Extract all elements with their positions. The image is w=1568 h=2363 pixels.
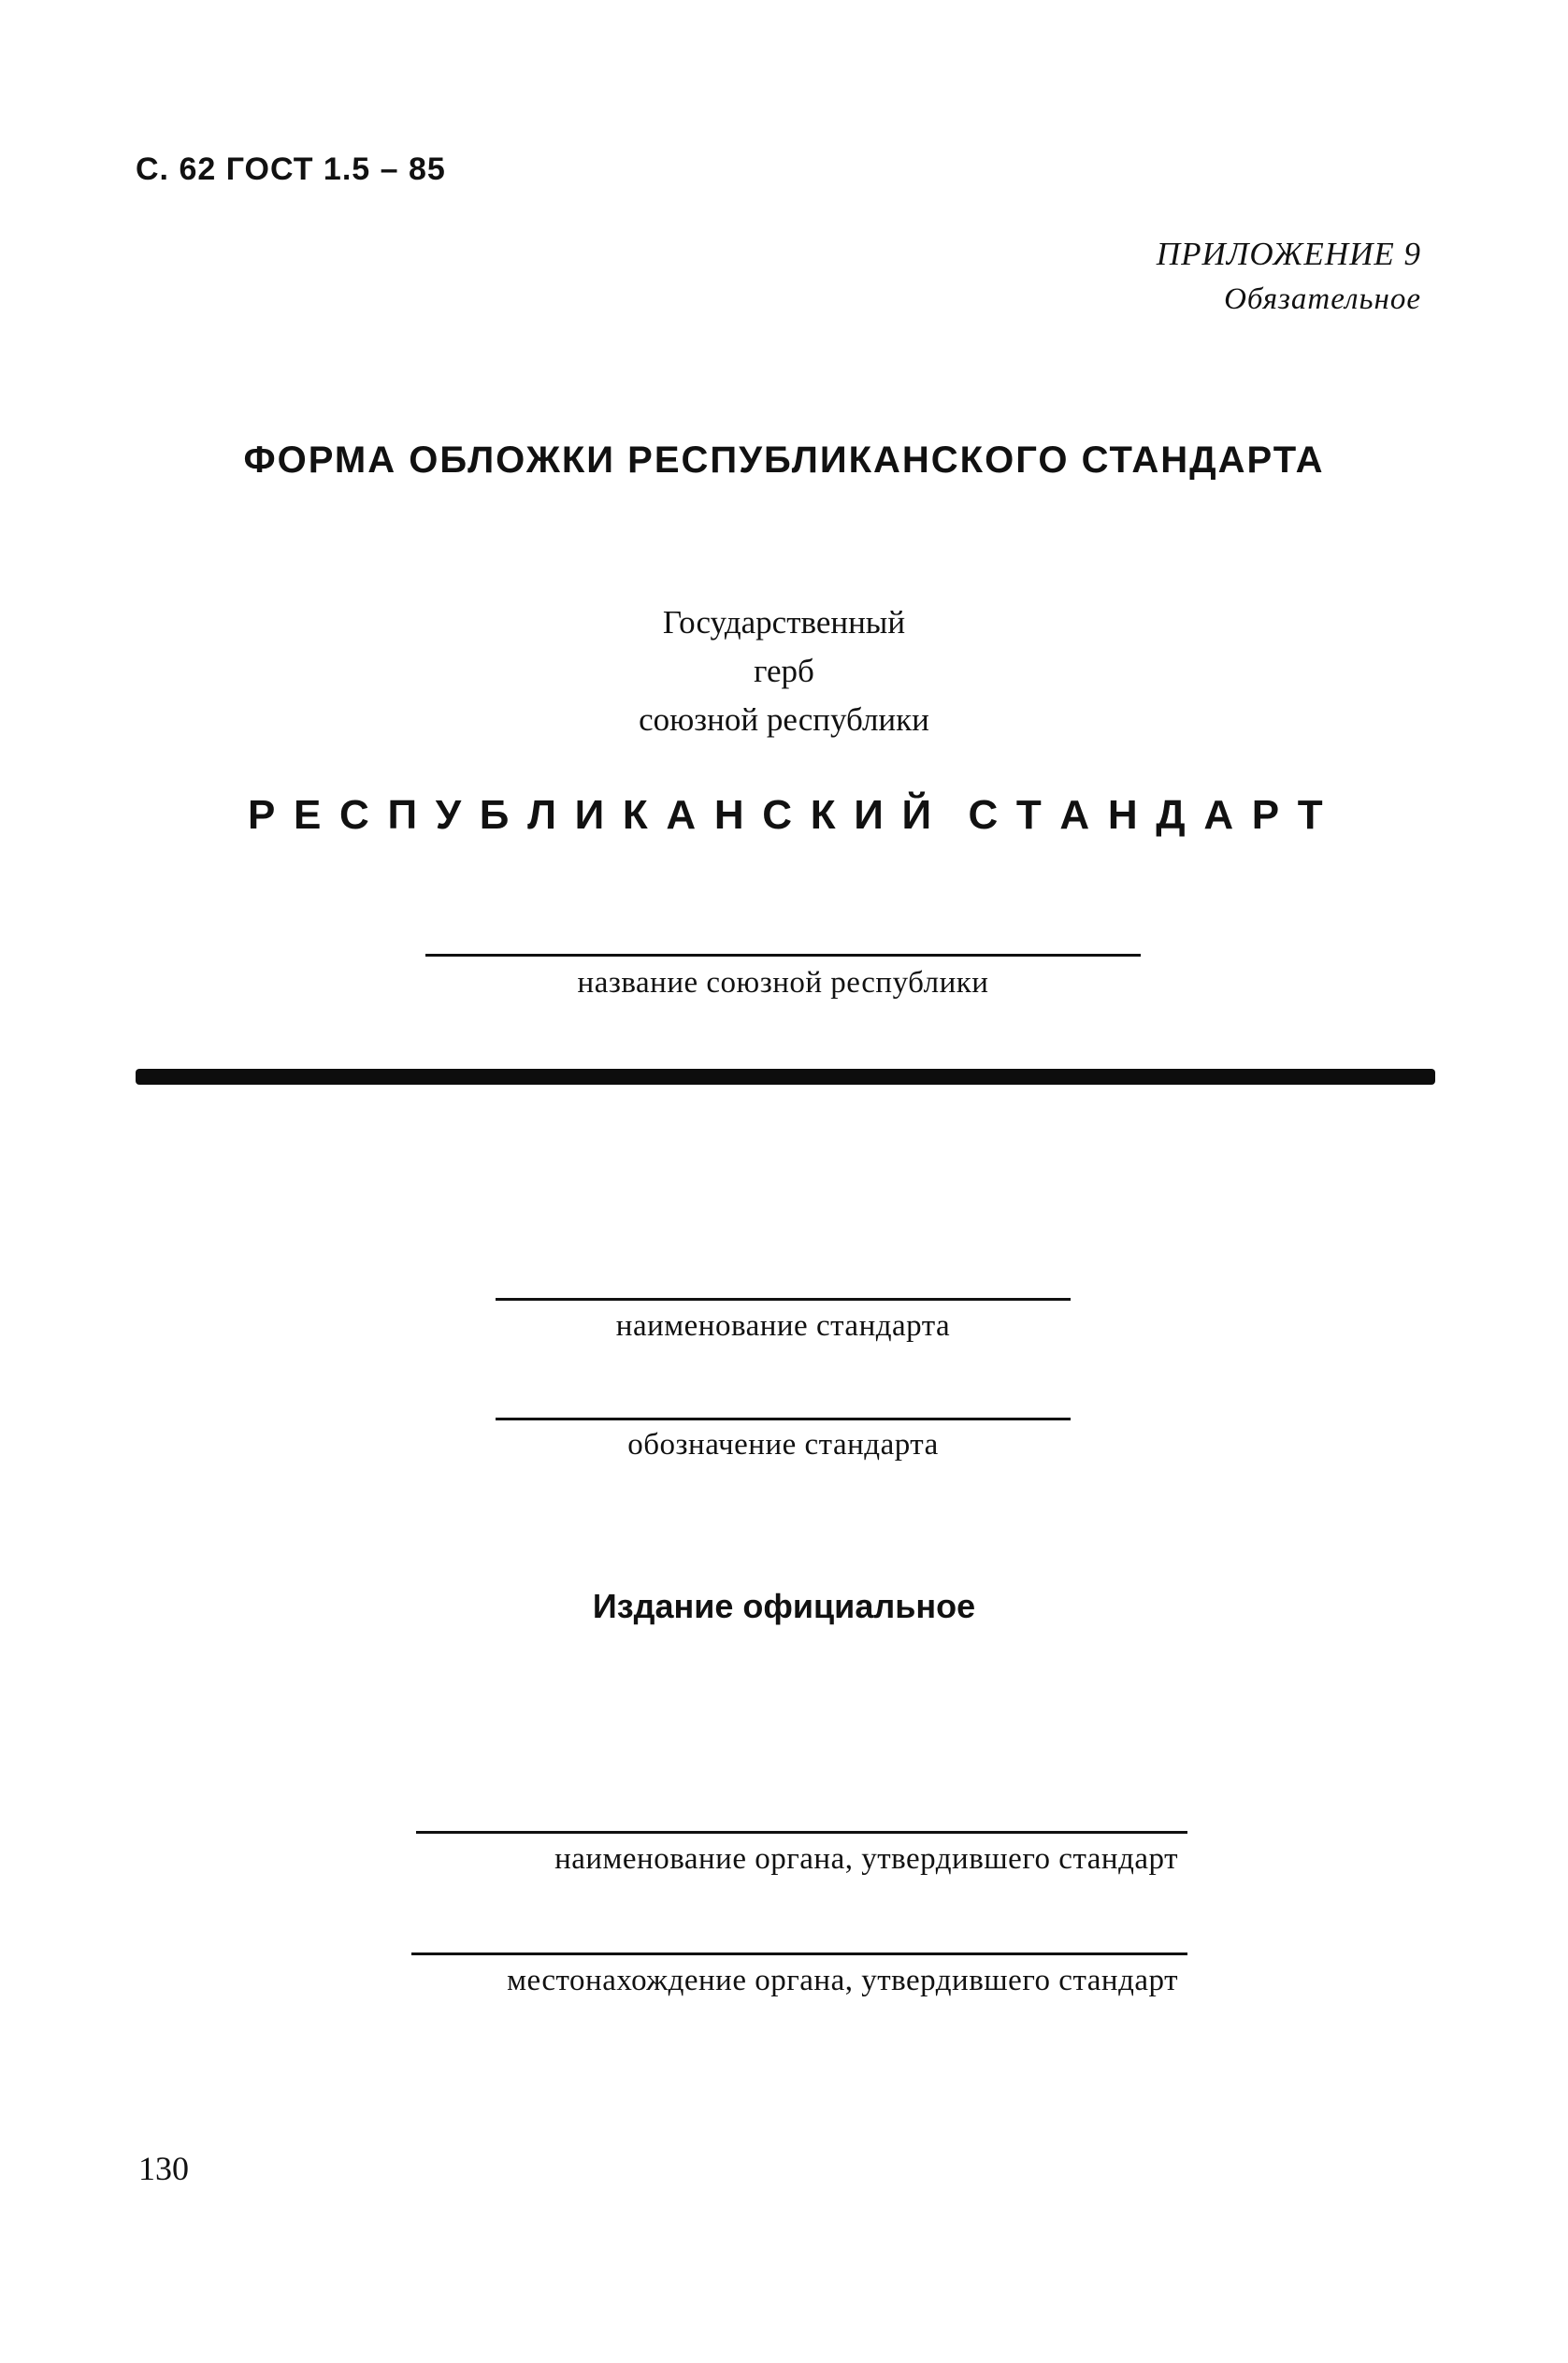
appendix-block: [1157, 232, 1421, 322]
heading-letter: Т: [1297, 792, 1323, 838]
approving-body-location-caption: местонахождение органа, утвердившего стандарт: [507, 1964, 1178, 1997]
approving-body-name-line: [416, 1831, 1187, 1834]
heading-letter: Р: [248, 792, 276, 838]
heading-letter: К: [622, 792, 648, 838]
heading-letter: К: [810, 792, 836, 838]
heading-letter: Е: [294, 792, 322, 838]
approving-body-location-line: [411, 1952, 1187, 1955]
emblem-line-2: герб: [754, 653, 814, 689]
emblem-line-3: союзной республики: [639, 701, 929, 738]
approving-body-name-caption: наименование органа, утвердившего стандарт: [554, 1842, 1178, 1876]
appendix-status: Обязательное: [1224, 282, 1421, 316]
republic-name-line: [425, 954, 1141, 957]
heading-letter: У: [435, 792, 462, 838]
heading-letter: Н: [713, 792, 744, 838]
heading-letter: С: [339, 792, 369, 838]
heading-letter: Й: [901, 792, 932, 838]
emblem-line-1: Государственный: [662, 604, 906, 641]
heading-letter: А: [1203, 792, 1234, 838]
thick-divider: [136, 1069, 1435, 1085]
form-title: ФОРМА ОБЛОЖКИ РЕСПУБЛИКАНСКОГО СТАНДАРТА: [243, 439, 1325, 481]
standard-code-line: [496, 1418, 1071, 1420]
heading-letter: С: [762, 792, 793, 838]
page-header: С. 62 ГОСТ 1.5 – 85: [136, 151, 446, 187]
heading-letter: С: [968, 792, 999, 838]
heading-letter: Б: [479, 792, 510, 838]
heading-letter: Т: [1015, 792, 1042, 838]
heading-letter: И: [574, 792, 605, 838]
heading-letter: Н: [1107, 792, 1138, 838]
heading-letter: П: [387, 792, 418, 838]
heading-letter: И: [854, 792, 884, 838]
appendix-title: ПРИЛОЖЕНИЕ 9: [1156, 236, 1421, 272]
republic-name-caption: название союзной республики: [577, 966, 989, 1000]
standard-code-caption: обозначение стандарта: [627, 1428, 939, 1462]
heading-letter: Д: [1156, 792, 1186, 838]
standard-name-line: [496, 1298, 1071, 1301]
heading-letter: Р: [1251, 792, 1280, 838]
page-number: 130: [138, 2150, 189, 2187]
heading-letter: Л: [527, 792, 556, 838]
standard-kind-heading: [248, 792, 1323, 839]
official-edition-label: Издание официальное: [592, 1587, 976, 1625]
heading-letter: А: [666, 792, 697, 838]
emblem-placeholder: [0, 598, 1568, 744]
heading-letter: А: [1059, 792, 1090, 838]
standard-name-caption: наименование стандарта: [615, 1309, 951, 1343]
